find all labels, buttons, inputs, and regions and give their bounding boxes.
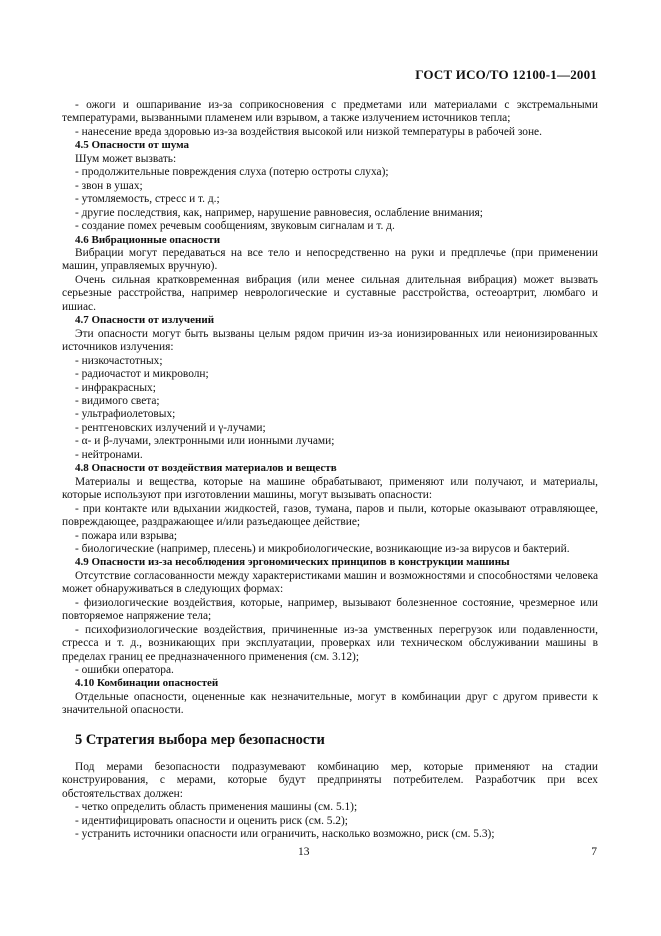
list-item: - нанесение вреда здоровью из-за воздействия высокой или низкой температуры в рабочей зоне. — [75, 125, 542, 138]
paragraph: Эти опасности могут быть вызваны целым рядом причин из-за ионизированных или неионизированных источников излучения: — [62, 327, 598, 354]
document-body — [62, 99, 598, 842]
section-heading: 4.8 Опасности от воздействия материалов и веществ — [75, 462, 337, 475]
paragraph: Отдельные опасности, оцененные как незначительные, могут в комбинации друг с другом привести к значительной опасности. — [62, 690, 598, 717]
paragraph: Отсутствие согласованности между характеристиками машин и возможностями и способностями человека может обнаруживаться в следующих формах: — [62, 569, 598, 596]
section-heading: 4.6 Вибрационные опасности — [75, 233, 221, 246]
list-item: - α- и β-лучами, электронными или ионными лучами; — [75, 435, 335, 448]
section-heading: 4.10 Комбинации опасностей — [75, 677, 219, 690]
list-item: - продолжительные повреждения слуха (потерю остроты слуха); — [75, 166, 389, 179]
section-heading: 4.5 Опасности от шума — [75, 139, 190, 152]
list-item: - устранить источники опасности или ограничить, насколько возможно, риск (см. 5.3); — [75, 828, 495, 841]
section-heading: 4.9 Опасности из-за несоблюдения эргономических принципов в конструкции машины — [75, 556, 510, 569]
list-item: - биологические (например, плесень) и микробиологические, возникающие из-за вирусов и бактерий. — [75, 542, 570, 555]
paragraph: Под мерами безопасности подразумевают комбинацию мер, которые применяют на стадии конструирования, с мерами, которые будут предприняты потребителем. Разработчик при всех обстоятельствах должен: — [62, 760, 598, 800]
list-item: - другие последствия, как, например, нарушение равновесия, ослабление внимания; — [75, 206, 483, 219]
list-item: - низкочастотных; — [75, 354, 163, 367]
paragraph: Материалы и вещества, которые на машине обрабатывают, применяют или получают, и материалы, которые используют при изготовлении машины, могут вызывать опасности: — [62, 475, 598, 502]
list-item: - при контакте или вдыхании жидкостей, газов, тумана, паров и пыли, которые оказывают отравляющее, повреждающее, раздражающее и/или разъедающее действие; — [62, 502, 598, 529]
list-item: - утомляемость, стресс и т. д.; — [75, 193, 220, 206]
list-item: - ожоги и ошпаривание из-за соприкосновения с предметами или материалами с экстремальными температурами, вызванными пламенем или взрывом, а также излучением источников тепла; — [62, 99, 598, 125]
list-item: - инфракрасных; — [75, 381, 156, 394]
paragraph: Очень сильная кратковременная вибрация (или менее сильная длительная вибрация) может вызвать серьезные расстройства, например неврологические и суставные расстройства, остеоартрит, люмбаго и ишиас. — [62, 273, 598, 313]
document-header-id: ГОСТ ИСО/ТО 12100-1—2001 — [415, 67, 597, 82]
list-item: - четко определить область применения машины (см. 5.1); — [75, 801, 358, 814]
list-item: - физиологические воздействия, которые, например, вызывают болезненное состояние, чрезмерное или повторяемое напряжение тела; — [62, 596, 598, 623]
list-item: - ошибки оператора. — [75, 664, 174, 677]
list-item: - радиочастот и микроволн; — [75, 368, 209, 381]
list-item: - идентифицировать опасности и оценить риск (см. 5.2); — [75, 814, 348, 827]
chapter-heading: 5 Стратегия выбора мер безопасности — [75, 731, 325, 748]
list-item: - нейтронами. — [75, 448, 143, 461]
section-heading: 4.7 Опасности от излучений — [75, 314, 215, 327]
list-item: - создание помех речевым сообщениям, звуковым сигналам и т. д. — [75, 220, 395, 233]
list-item: - видимого света; — [75, 394, 160, 407]
paragraph: Вибрации могут передаваться на все тело и непосредственно на руки и предплечье (при применении машин, управляемых вручную). — [62, 246, 598, 273]
list-item: - звон в ушах; — [75, 179, 143, 192]
list-item: - ультрафиолетовых; — [75, 408, 176, 421]
page-number-center: 13 — [298, 846, 310, 858]
list-item: - психофизиологические воздействия, причиненные из-за умственных перегрузок или подавленности, стресса и т. д., возникающих при эксплуатации, проверках или техническом обслуживании машины в пределах границ ее предназначенного применения (см. 3.12); — [62, 623, 598, 663]
list-item: - пожара или взрыва; — [75, 529, 178, 542]
paragraph: Шум может вызвать: — [75, 152, 177, 165]
page-number-right: 7 — [591, 846, 597, 858]
list-item: - рентгеновских излучений и γ-лучами; — [75, 421, 266, 434]
